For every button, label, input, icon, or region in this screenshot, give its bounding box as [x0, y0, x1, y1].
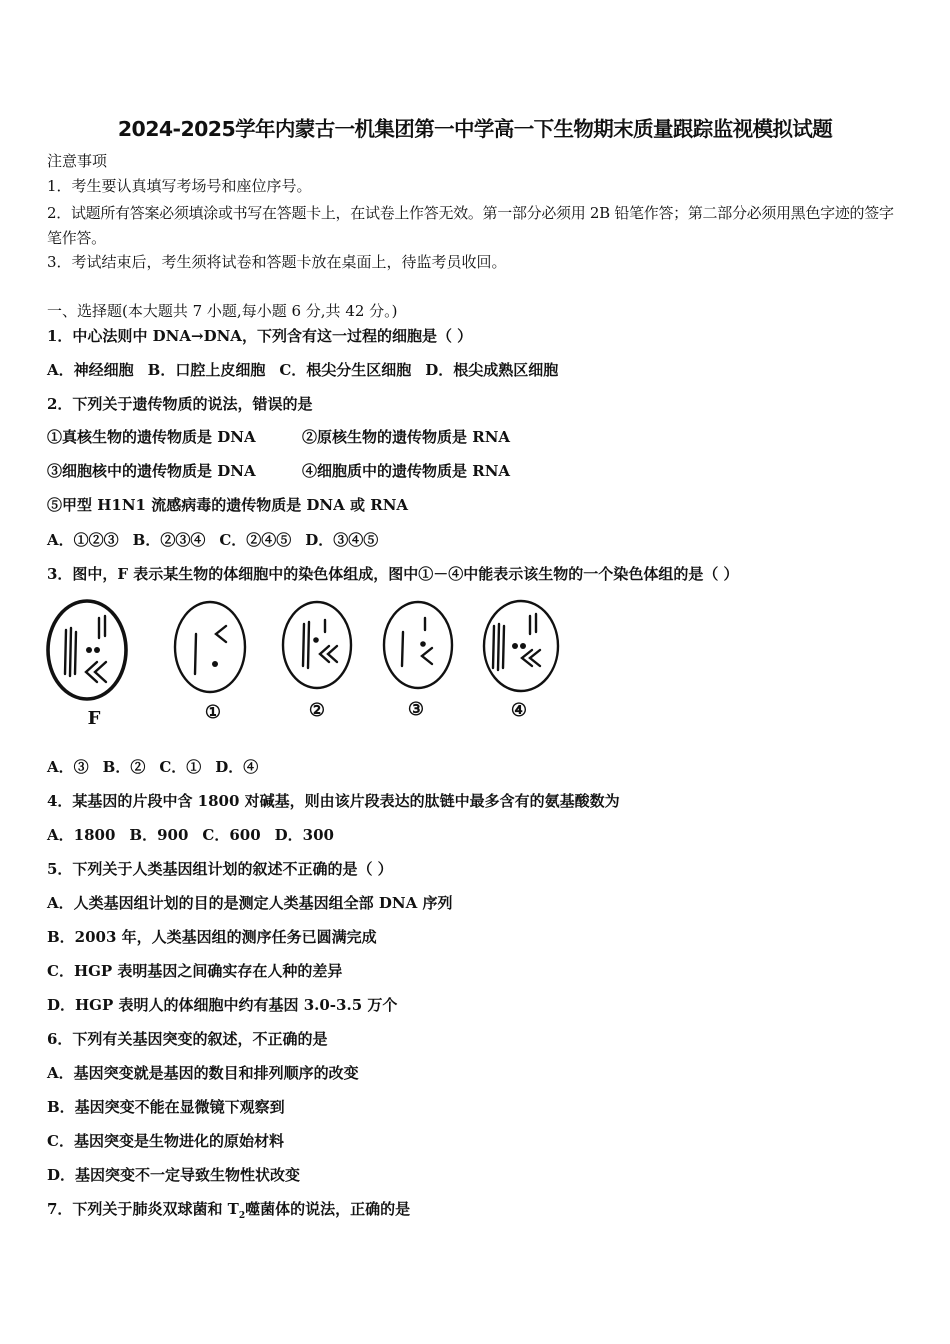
- page-title: 2024-2025学年内蒙古一机集团第一中学高一下生物期末质量跟踪监视模拟试题: [117, 117, 833, 141]
- chromosome-dot: [212, 661, 218, 667]
- cell-1: [175, 602, 245, 692]
- figure-label-f: F: [87, 708, 101, 729]
- option-c[interactable]: C．600: [202, 826, 261, 844]
- question-1-stem: 1．中心法则中 DNA→DNA，下列含有这一过程的细胞是（ ）: [47, 327, 473, 345]
- option-b[interactable]: B．口腔上皮细胞: [147, 361, 266, 379]
- chromosome: [195, 634, 196, 674]
- figure-label-1: ①: [204, 702, 222, 723]
- option-d[interactable]: D．④: [215, 758, 259, 776]
- question-3-stem: 3．图中，F 表示某生物的体细胞中的染色体组成，图中①－④中能表示该生物的一个染色体组的是（ ）: [47, 565, 739, 583]
- section-heading: 一、选择题(本大题共 7 小题,每小题 6 分,共 42 分。): [47, 302, 398, 320]
- option-d[interactable]: D．300: [274, 826, 334, 844]
- question-3-options: [47, 757, 258, 777]
- option-b[interactable]: B．900: [129, 826, 189, 844]
- option-a[interactable]: A．基因突变就是基因的数目和排列顺序的改变: [47, 1064, 359, 1082]
- chromosome: [216, 626, 226, 642]
- question-2-statements-row: [47, 461, 510, 481]
- figure-label-2: ②: [308, 700, 326, 721]
- question-7-stem: [47, 1199, 410, 1226]
- chromosome: [402, 632, 403, 666]
- chromosome-figure: [40, 594, 580, 734]
- chromosome: [320, 646, 337, 662]
- chromosome: [422, 648, 432, 664]
- statement-2: ②原核生物的遗传物质是 RNA: [302, 428, 511, 446]
- statement-3: ③细胞核中的遗传物质是 DNA: [47, 462, 256, 480]
- chromosome-dot: [94, 647, 100, 653]
- figure-label-4: ④: [510, 700, 528, 721]
- figure-label-3: ③: [407, 699, 425, 720]
- option-d[interactable]: D．③④⑤: [305, 531, 379, 549]
- option-a[interactable]: A．③: [47, 758, 89, 776]
- option-d[interactable]: D．HGP 表明人的体细胞中约有基因 3.0-3.5 万个: [47, 996, 398, 1014]
- chromosome-dot: [420, 641, 426, 647]
- question-7-stem-end: 噬菌体的说法，正确的是: [245, 1200, 411, 1218]
- option-b[interactable]: B．②③④: [132, 531, 206, 549]
- chromosome: [493, 624, 504, 670]
- question-7-stem-start: 7．下列关于肺炎双球菌和 T: [47, 1200, 239, 1218]
- chromosome: [530, 614, 536, 634]
- option-b[interactable]: B．基因突变不能在显微镜下观察到: [47, 1098, 285, 1116]
- option-a[interactable]: A．人类基因组计划的目的是测定人类基因组全部 DNA 序列: [47, 894, 453, 912]
- notice-heading: 注意事项: [47, 152, 108, 170]
- question-2-statements-row: [47, 427, 510, 447]
- option-d[interactable]: D．根尖成熟区细胞: [425, 361, 559, 379]
- question-2-options: [47, 530, 378, 550]
- chromosome: [99, 616, 105, 638]
- question-4-stem: 4．某基因的片段中含 1800 对碱基，则由该片段表达的肽链中最多含有的氨基酸数为: [47, 792, 620, 810]
- chromosome-dot: [520, 643, 526, 649]
- statement-1: ①真核生物的遗传物质是 DNA: [47, 428, 256, 446]
- option-c[interactable]: C．②④⑤: [219, 531, 292, 549]
- option-a[interactable]: A．①②③: [47, 531, 119, 549]
- notice-item: 3．考试结束后，考生须将试卷和答题卡放在桌面上，待监考员收回。: [47, 253, 507, 271]
- option-c[interactable]: C．①: [159, 758, 202, 776]
- question-5-stem: 5．下列关于人类基因组计划的叙述不正确的是（ ）: [47, 860, 393, 878]
- chromosome-dot: [86, 647, 92, 653]
- option-d[interactable]: D．基因突变不一定导致生物性状改变: [47, 1166, 301, 1184]
- option-a[interactable]: A．神经细胞: [47, 361, 134, 379]
- notice-item: 1．考生要认真填写考场号和座位序号。: [47, 177, 312, 195]
- chromosome: [86, 662, 106, 682]
- option-c[interactable]: C．根尖分生区细胞: [279, 361, 412, 379]
- question-1-options: [47, 360, 558, 380]
- statement-5: ⑤甲型 H1N1 流感病毒的遗传物质是 DNA 或 RNA: [47, 496, 409, 514]
- question-2-stem: 2．下列关于遗传物质的说法，错误的是: [47, 395, 313, 413]
- cell-2: [283, 602, 351, 688]
- option-b[interactable]: B．②: [102, 758, 146, 776]
- option-c[interactable]: C．基因突变是生物进化的原始材料: [47, 1132, 284, 1150]
- notice-item: 2．试题所有答案必须填涂或书写在答题卡上，在试卷上作答无效。第一部分必须用 2B 铅笔作答；第二部分必须用黑色字迹的签字笔作答。: [47, 204, 894, 247]
- question-4-options: [47, 825, 334, 845]
- option-b[interactable]: B．2003 年，人类基因组的测序任务已圆满完成: [47, 928, 377, 946]
- chromosome: [303, 622, 309, 668]
- chromosome-dot: [512, 643, 518, 649]
- chromosome: [65, 628, 76, 676]
- chromosome-dot: [313, 637, 319, 643]
- chromosome: [522, 650, 540, 666]
- statement-4: ④细胞质中的遗传物质是 RNA: [302, 462, 511, 480]
- option-a[interactable]: A．1800: [47, 826, 116, 844]
- subscript: 2: [238, 1211, 246, 1221]
- option-c[interactable]: C．HGP 表明基因之间确实存在人种的差异: [47, 962, 343, 980]
- question-6-stem: 6．下列有关基因突变的叙述，不正确的是: [47, 1030, 328, 1048]
- cell-3: [384, 602, 452, 688]
